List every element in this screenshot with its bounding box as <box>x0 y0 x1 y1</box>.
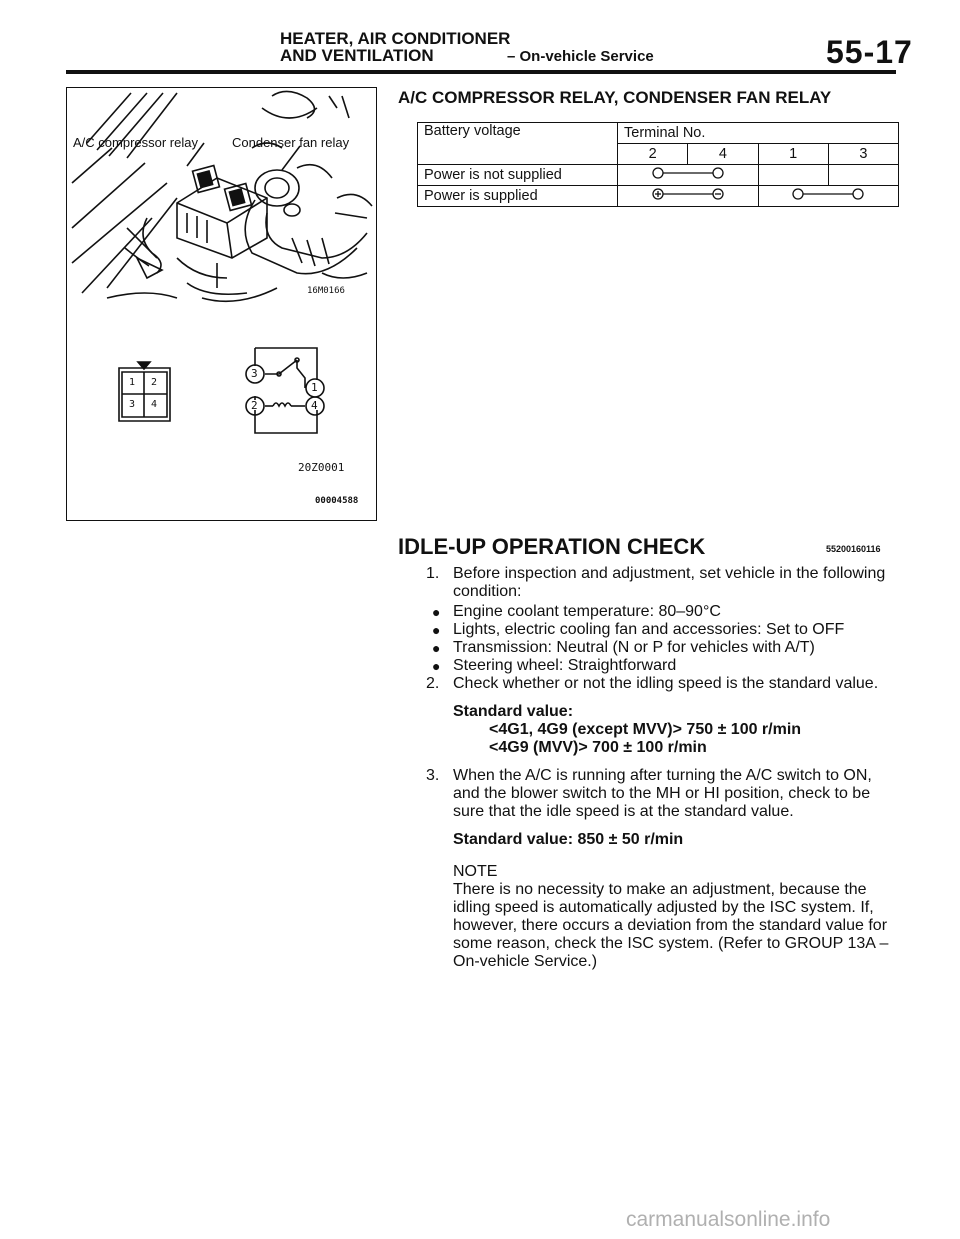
label-compressor-relay: A/C compressor relay <box>73 135 198 150</box>
power-2-4 <box>618 186 759 207</box>
bullet-icon: ● <box>432 622 441 638</box>
header-title-line2: AND VENTILATION <box>280 46 434 65</box>
label-condenser-relay: Condenser fan relay <box>232 135 350 150</box>
relay-section-title: A/C COMPRESSOR RELAY, CONDENSER FAN RELAY <box>398 88 832 107</box>
continuity-2-4 <box>618 165 759 186</box>
row-label-supplied: Power is supplied <box>418 186 618 207</box>
continuity-line-icon <box>628 166 748 180</box>
bullet-item <box>398 657 898 675</box>
connector-pin-2: 2 <box>151 377 158 388</box>
header-title <box>280 30 510 64</box>
bullet-text: Steering wheel: Straightforward <box>453 657 677 674</box>
idle-section-body <box>398 565 898 971</box>
col-battery-voltage: Battery voltage <box>418 123 618 165</box>
step-1-text: Before inspection and adjustment, set vehicle in the following condition: <box>453 565 886 600</box>
circuit-terminal-3: 3 <box>251 367 258 380</box>
terminal-2: 2 <box>618 144 688 165</box>
table-header-row <box>418 123 899 144</box>
bullet-text: Engine coolant temperature: 80–90°C <box>453 603 721 620</box>
terminal-1: 1 <box>758 144 828 165</box>
relay-illustration <box>67 88 378 522</box>
idle-section-code: 55200160116 <box>826 544 881 554</box>
standard-value-1: <4G1, 4G9 (except MVV)> 750 ± 100 r/min <box>489 721 802 738</box>
relay-figure <box>66 87 377 521</box>
page-number: 55-17 <box>826 34 913 70</box>
step-3-text: When the A/C is running after turning the A/C switch to ON, and the blower switch to the MH or HI position, check to be sure that the idle speed is at the standard value. <box>453 767 872 820</box>
standard-value-label: Standard value: <box>453 703 574 720</box>
terminal-3: 3 <box>828 144 898 165</box>
connector-pin-3: 3 <box>129 399 136 410</box>
figure-code-bottom: 00004588 <box>315 496 359 506</box>
bullet-icon: ● <box>432 658 441 674</box>
circuit-terminal-1: 1 <box>311 381 318 394</box>
figure-code-top: 16M0166 <box>307 286 345 296</box>
circuit-terminal-2: 2 <box>251 399 258 412</box>
step-2 <box>398 675 898 693</box>
bullet-text: Lights, electric cooling fan and accessories: Set to OFF <box>453 621 845 638</box>
table-row-supplied <box>418 186 899 207</box>
continuity-line-icon <box>768 187 888 201</box>
connector-pin-1: 1 <box>129 377 136 388</box>
header-rule <box>66 70 896 74</box>
bullet-item <box>398 603 898 621</box>
terminal-4: 4 <box>688 144 758 165</box>
bullet-icon: ● <box>432 604 441 620</box>
step-2-text: Check whether or not the idling speed is the standard value. <box>453 675 879 692</box>
row-label-not-supplied: Power is not supplied <box>418 165 618 186</box>
step-1-number: 1. <box>426 565 440 582</box>
bullet-text: Transmission: Neutral (N or P for vehicles with A/T) <box>453 639 815 656</box>
header-title-line1: HEATER, AIR CONDITIONER <box>280 29 511 48</box>
plus-minus-icon <box>628 187 748 201</box>
watermark: carmanualsonline.info <box>626 1208 831 1231</box>
bullet-item <box>398 639 898 657</box>
step-3 <box>398 767 898 821</box>
idle-section-title: IDLE-UP OPERATION CHECK <box>398 534 706 559</box>
note-heading: NOTE <box>453 863 498 880</box>
col-terminal-no: Terminal No. <box>618 123 899 144</box>
relay-terminal-table <box>417 122 899 207</box>
bullet-icon: ● <box>432 640 441 656</box>
cell-3-empty <box>828 165 898 186</box>
figure-code-mid: 20Z0001 <box>298 461 345 474</box>
circuit-terminal-4: 4 <box>311 399 318 412</box>
header-subtitle: – On-vehicle Service <box>507 48 654 65</box>
standard-value-2: <4G9 (MVV)> 700 ± 100 r/min <box>489 739 707 756</box>
connector-pin-4: 4 <box>151 399 158 410</box>
cell-1-empty <box>758 165 828 186</box>
standard-value-idle-up: Standard value: 850 ± 50 r/min <box>453 831 684 848</box>
continuity-1-3 <box>758 186 899 207</box>
step-3-number: 3. <box>426 767 440 784</box>
step-1 <box>398 565 898 601</box>
bullet-item <box>398 621 898 639</box>
table-row-not-supplied <box>418 165 899 186</box>
step-2-number: 2. <box>426 675 440 692</box>
note-text: There is no necessity to make an adjustment, because the idling speed is automatically adjusted by the ISC system. If, however, there occurs a deviation from the standard value for some reason, check the ISC system. (Refer to GROUP 13A – On-vehicle Service.) <box>453 881 889 970</box>
